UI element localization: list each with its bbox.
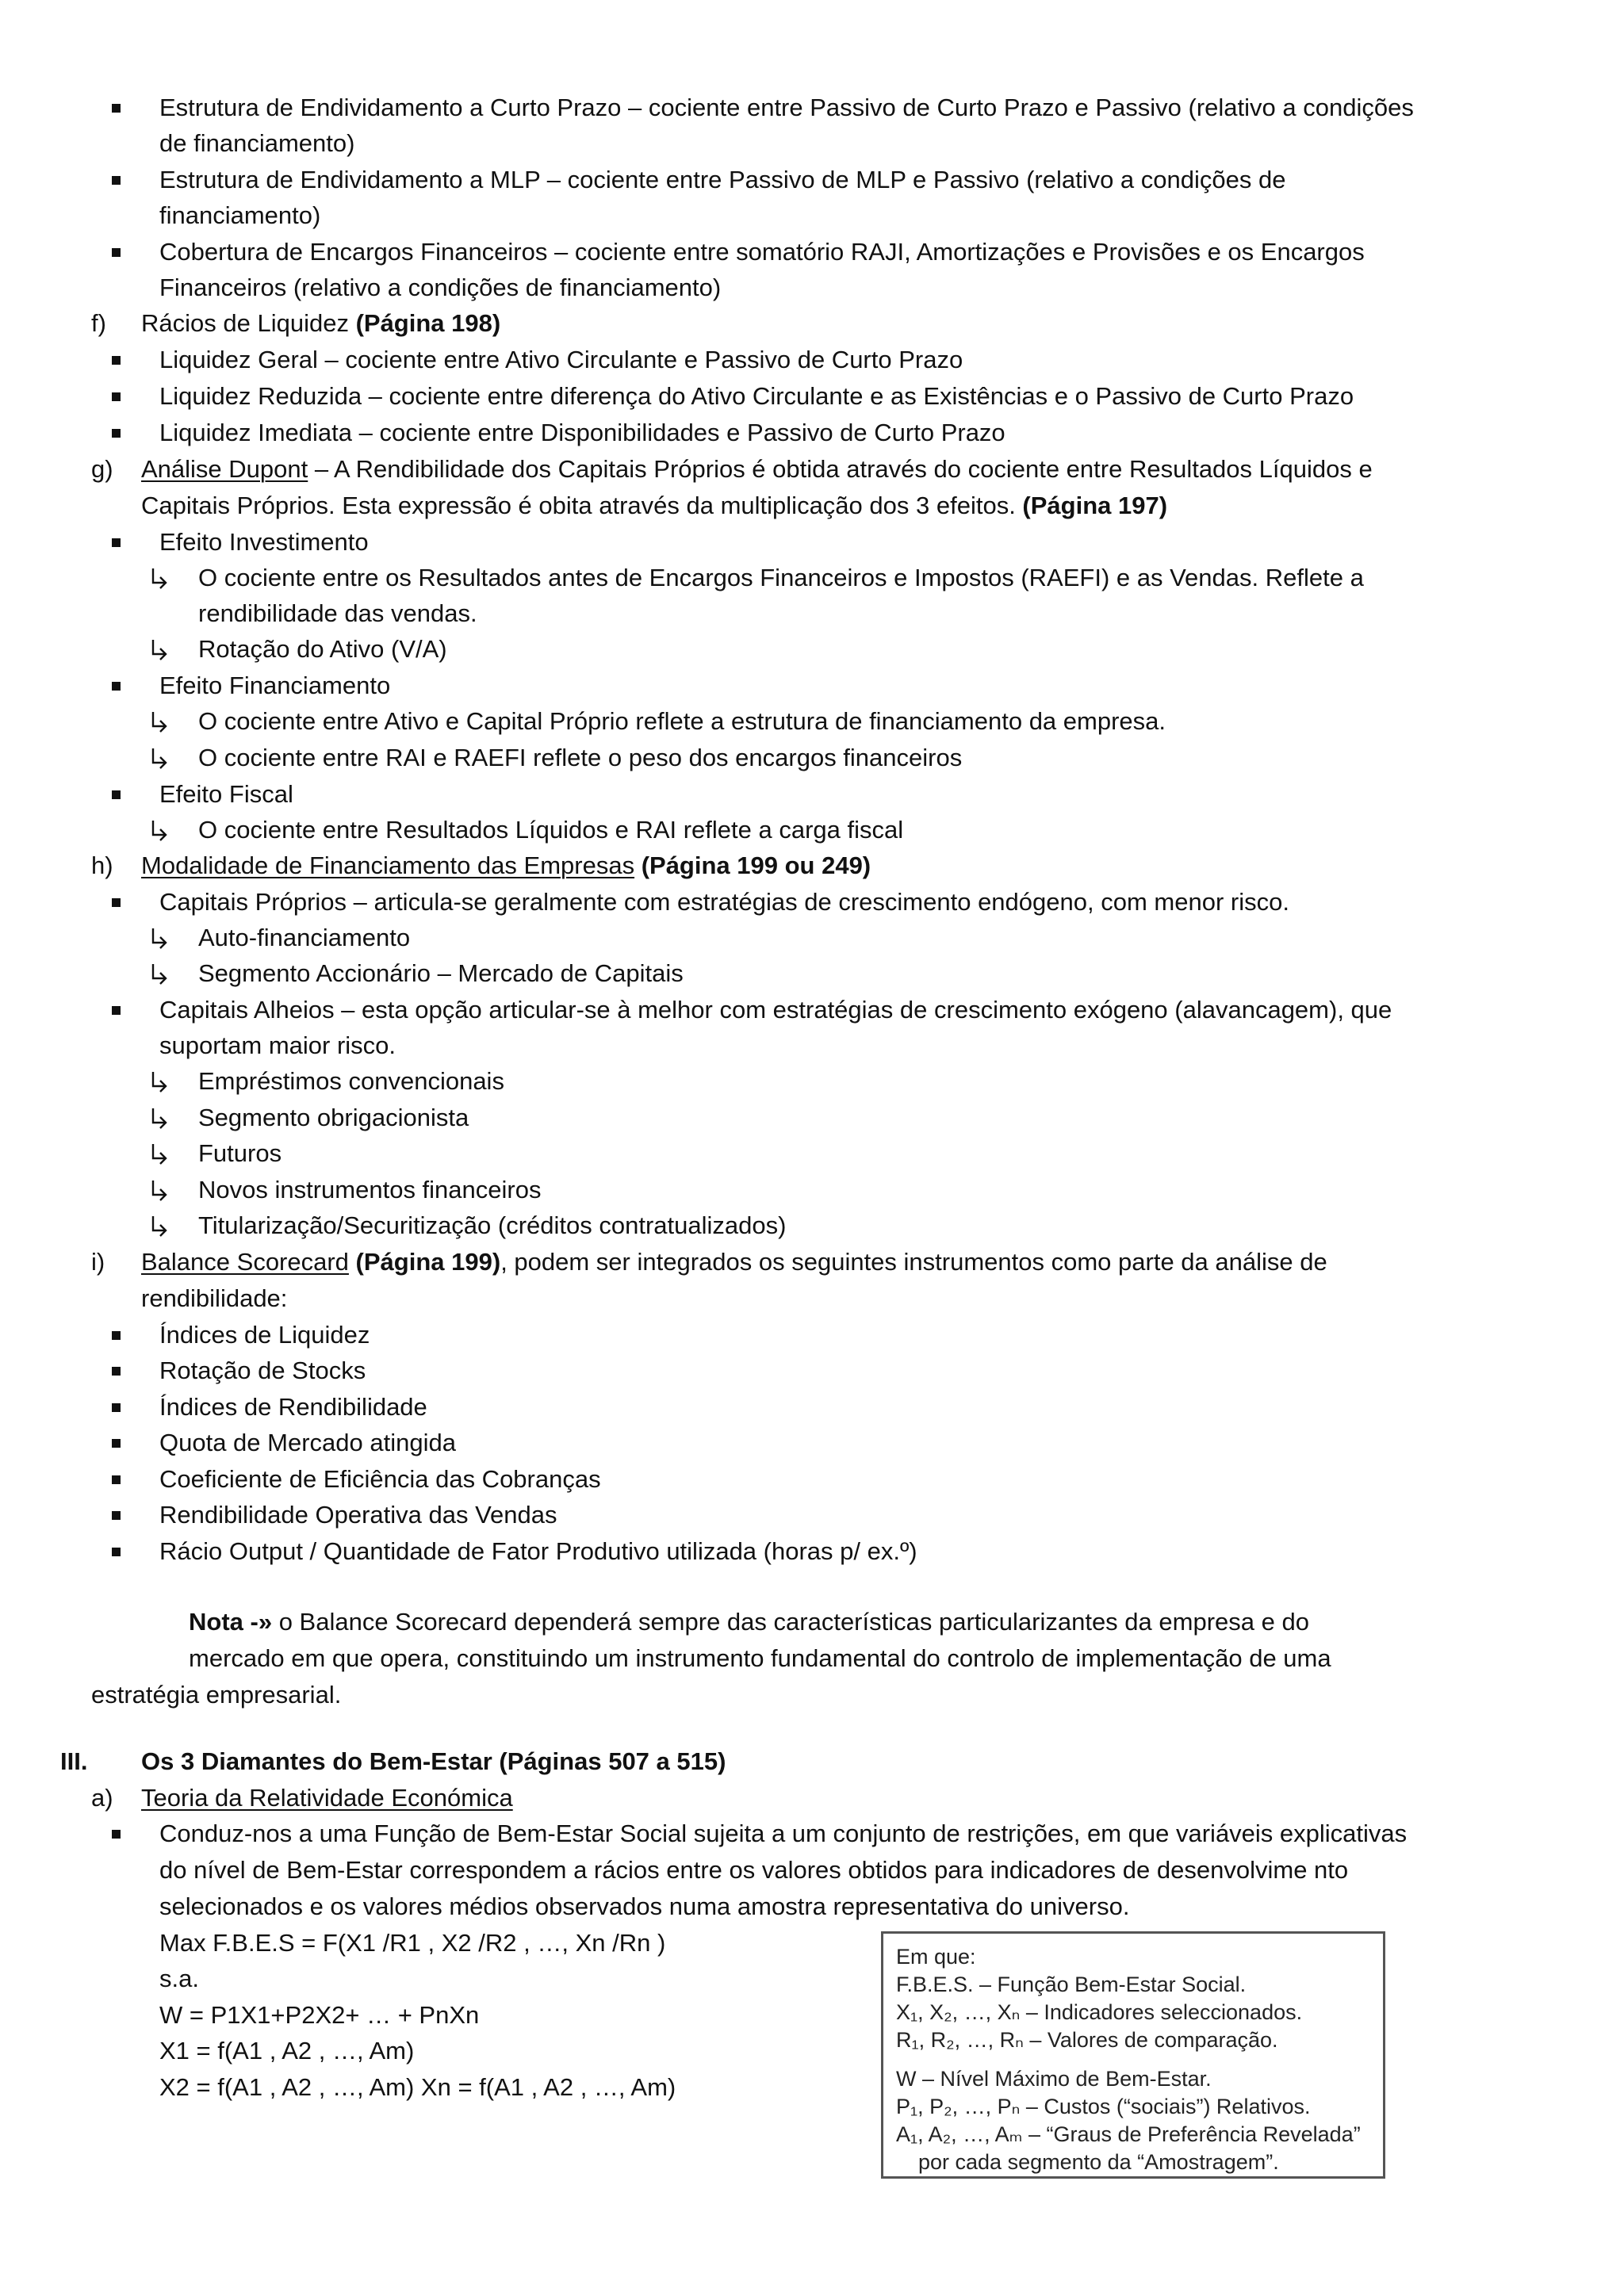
outlined-arrow-icon [150, 710, 174, 734]
text-line: Liquidez Imediata – cociente entre Disponibilidades e Passivo de Curto Prazo [159, 419, 1005, 446]
text-line: Futuros [198, 1139, 282, 1167]
square-bullet-icon [112, 104, 121, 113]
legend-box [881, 1931, 1385, 2179]
section-title: Balance Scorecard [141, 1248, 349, 1276]
square-bullet-icon [112, 248, 121, 257]
list-marker: a) [91, 1784, 113, 1812]
text-line: Rotação do Ativo (V/A) [198, 635, 447, 663]
text-span: , podem ser integrados os seguintes instrumentos como parte da análise de [500, 1248, 1327, 1276]
text-line: Liquidez Geral – cociente entre Ativo Circulante e Passivo de Curto Prazo [159, 346, 963, 373]
square-bullet-icon [112, 1830, 121, 1839]
outlined-arrow-icon [150, 1070, 174, 1094]
text-line [141, 488, 1167, 523]
formula-line: Max F.B.E.S = F(X1 /R1 , X2 /R2 , …, Xn /Rn ) [159, 1929, 666, 1957]
chapter-number: III. [60, 1747, 88, 1775]
page-reference: (Página 199 ou 249) [634, 851, 871, 879]
square-bullet-icon [112, 356, 121, 365]
square-bullet-icon [112, 1548, 121, 1556]
text-line: Liquidez Reduzida – cociente entre diferença do Ativo Circulante e as Existências e o Passivo de Curto Prazo [159, 382, 1354, 410]
section-heading [141, 306, 500, 341]
text-line: Efeito Investimento [159, 528, 369, 556]
text-line: Rotação de Stocks [159, 1357, 366, 1384]
text-line: Financeiros (relativo a condições de financiamento) [159, 274, 722, 301]
square-bullet-icon [112, 790, 121, 799]
section-heading [141, 1245, 1327, 1280]
text-line: rendibilidade das vendas. [198, 599, 477, 627]
text-line: Índices de Liquidez [159, 1321, 370, 1349]
page-reference: (Página 198) [355, 309, 501, 337]
legend-line: Em que: [896, 1945, 976, 1969]
text-line: financiamento) [159, 201, 321, 229]
text-line: Empréstimos convencionais [198, 1067, 504, 1095]
square-bullet-icon [112, 1403, 121, 1412]
list-marker: i) [91, 1248, 105, 1276]
text-line: Segmento Accionário – Mercado de Capitais [198, 959, 684, 987]
text-line: Capitais Próprios – articula-se geralmente com estratégias de crescimento endógeno, com menor risco. [159, 888, 1289, 916]
list-marker: g) [91, 455, 113, 483]
square-bullet-icon [112, 392, 121, 401]
text-line: Titularização/Securitização (créditos contratualizados) [198, 1211, 787, 1239]
text-line: Segmento obrigacionista [198, 1104, 469, 1131]
section-title: Teoria da Relatividade Económica [141, 1784, 513, 1812]
outlined-arrow-icon [150, 747, 174, 771]
square-bullet-icon [112, 538, 121, 547]
text-span: Capitais Próprios. Esta expressão é obita através da multiplicação dos 3 efeitos. [141, 492, 1023, 519]
square-bullet-icon [112, 682, 121, 691]
square-bullet-icon [112, 1006, 121, 1015]
text-line: Efeito Fiscal [159, 780, 293, 808]
text-line: Estrutura de Endividamento a Curto Prazo – cociente entre Passivo de Curto Prazo e Passivo (relativo a condições [159, 94, 1414, 121]
outlined-arrow-icon [150, 927, 174, 951]
square-bullet-icon [112, 898, 121, 907]
text-line: Rendibilidade Operativa das Vendas [159, 1501, 557, 1529]
text-line: Cobertura de Encargos Financeiros – cociente entre somatório RAJI, Amortizações e Provisões e os Encargos [159, 238, 1365, 266]
legend-line: F.B.E.S. – Função Bem-Estar Social. [896, 1973, 1247, 1996]
text-line: O cociente entre RAI e RAEFI reflete o peso dos encargos financeiros [198, 744, 963, 771]
outlined-arrow-icon [150, 1179, 174, 1203]
chapter-title: Os 3 Diamantes do Bem-Estar (Páginas 507 a 515) [141, 1747, 726, 1775]
text-line: Auto-financiamento [198, 924, 411, 951]
text-line: Rácio Output / Quantidade de Fator Produtivo utilizada (horas p/ ex.º) [159, 1537, 917, 1565]
section-heading [141, 848, 871, 883]
text-line: Coeficiente de Eficiência das Cobranças [159, 1465, 601, 1493]
outlined-arrow-icon [150, 819, 174, 843]
legend-line: X₁, X₂, …, Xₙ – Indicadores seleccionados. [896, 2000, 1303, 2024]
text-line: O cociente entre Resultados Líquidos e RAI reflete a carga fiscal [198, 816, 904, 844]
text-line: selecionados e os valores médios observados numa amostra representativa do universo. [159, 1892, 1130, 1920]
square-bullet-icon [112, 1367, 121, 1376]
text-line: suportam maior risco. [159, 1031, 396, 1059]
outlined-arrow-icon [150, 1107, 174, 1131]
section-title: Rácios de Liquidez [141, 309, 356, 337]
square-bullet-icon [112, 176, 121, 185]
page-reference: (Página 199) [348, 1248, 501, 1276]
text-line: O cociente entre os Resultados antes de Encargos Financeiros e Impostos (RAEFI) e as Vendas. Reflete a [198, 564, 1364, 591]
text-line: rendibilidade: [141, 1284, 288, 1312]
page-reference: (Página 197) [1022, 492, 1168, 519]
text-line: mercado em que opera, constituindo um instrumento fundamental do controlo de implementação de uma [189, 1644, 1331, 1672]
legend-line: A₁, A₂, …, Aₘ – “Graus de Preferência Revelada” [896, 2122, 1361, 2146]
section-title: Análise Dupont [141, 455, 308, 483]
note-label: Nota -» [189, 1608, 273, 1636]
formula-line: s.a. [159, 1965, 199, 1992]
list-marker: f) [91, 309, 106, 337]
text-line: Capitais Alheios – esta opção articular-se à melhor com estratégias de crescimento exógeno (alavancagem), que [159, 996, 1392, 1024]
formula-line: W = P1X1+P2X2+ … + PnXn [159, 2001, 480, 2029]
legend-line: por cada segmento da “Amostragem”. [918, 2150, 1279, 2174]
text-line: do nível de Bem-Estar correspondem a rácios entre os valores obtidos para indicadores de desenvolvime nto [159, 1856, 1349, 1884]
formula-line: X1 = f(A1 , A2 , …, Am) [159, 2037, 415, 2064]
square-bullet-icon [112, 1475, 121, 1484]
note-paragraph [189, 1605, 1309, 1640]
text-line: Novos instrumentos financeiros [198, 1176, 542, 1203]
outlined-arrow-icon [150, 567, 174, 591]
text-line: de financiamento) [159, 129, 355, 157]
text-line: Efeito Financiamento [159, 672, 391, 699]
text-line: Conduz-nos a uma Função de Bem-Estar Social sujeita a um conjunto de restrições, em que variáveis explicativas [159, 1820, 1408, 1847]
square-bullet-icon [112, 1331, 121, 1340]
outlined-arrow-icon [150, 1142, 174, 1166]
text-line: Quota de Mercado atingida [159, 1429, 456, 1456]
legend-line: P₁, P₂, …, Pₙ – Custos (“sociais”) Relativos. [896, 2095, 1311, 2118]
text-span: – A Rendibilidade dos Capitais Próprios é obtida através do cociente entre Resultados Líquidos e [308, 455, 1373, 483]
text-line: Estrutura de Endividamento a MLP – cociente entre Passivo de MLP e Passivo (relativo a condições de [159, 166, 1286, 193]
text-line: O cociente entre Ativo e Capital Próprio reflete a estrutura de financiamento da empresa. [198, 707, 1166, 735]
text-span: o Balance Scorecard dependerá sempre das características particularizantes da empresa e do [272, 1608, 1309, 1636]
text-line: Índices de Rendibilidade [159, 1393, 427, 1421]
list-marker: h) [91, 851, 113, 879]
section-heading [141, 452, 1373, 487]
square-bullet-icon [112, 429, 121, 438]
square-bullet-icon [112, 1439, 121, 1448]
text-line: estratégia empresarial. [91, 1681, 342, 1709]
formula-line: X2 = f(A1 , A2 , …, Am) Xn = f(A1 , A2 , …, Am) [159, 2073, 676, 2101]
square-bullet-icon [112, 1511, 121, 1520]
section-title: Modalidade de Financiamento das Empresas [141, 851, 635, 879]
legend-line: R₁, R₂, …, Rₙ – Valores de comparação. [896, 2028, 1278, 2052]
outlined-arrow-icon [150, 638, 174, 662]
outlined-arrow-icon [150, 1215, 174, 1238]
outlined-arrow-icon [150, 962, 174, 986]
legend-line: W – Nível Máximo de Bem-Estar. [896, 2067, 1212, 2091]
